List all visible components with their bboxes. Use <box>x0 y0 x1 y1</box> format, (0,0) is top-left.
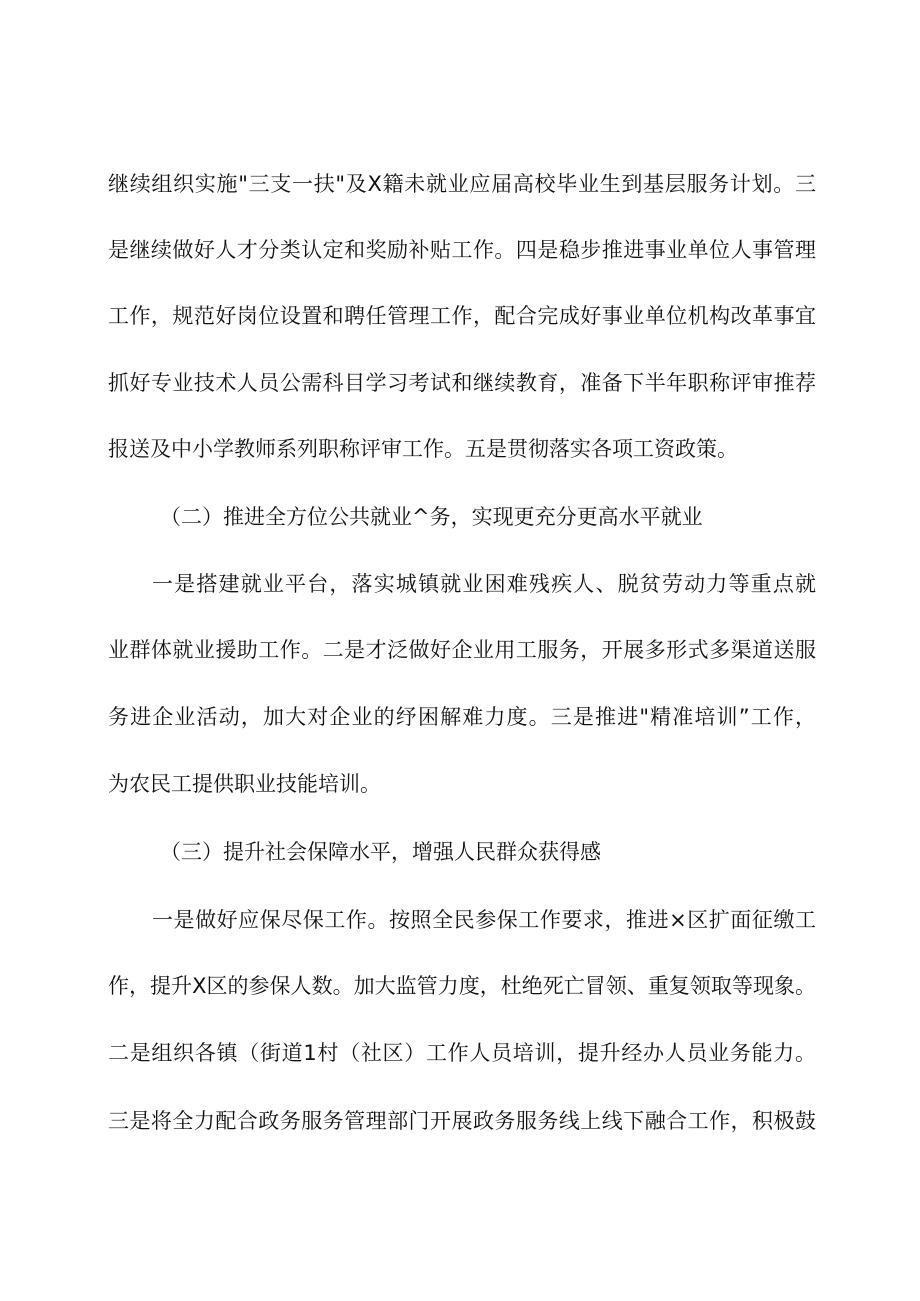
paragraph-line-7: 业群体就业援助工作。二是才泛做好企业用工服务，开展多形式多渠道送服 <box>108 638 816 662</box>
paragraph-line-10: 一是做好应保尽保工作。按照全民参保工作要求，推进×区扩面征缴工 <box>152 908 816 932</box>
paragraph-line-12: 二是组织各镇（街道1村（社区）工作人员培训，提升经办人员业务能力。 <box>108 1041 816 1065</box>
paragraph-line-6: 一是搭建就业平台，落实城镇就业困难残疾人、脱贫劳动力等重点就 <box>152 572 816 596</box>
paragraph-line-1: 继续组织实施"三支一扶"及X籍未就业应届高校毕业生到基层服务计划。三 <box>108 172 816 196</box>
section-heading-2: （二）推进全方位公共就业^务，实现更充分更高水平就业 <box>160 505 703 529</box>
paragraph-line-4: 抓好专业技术人员公需科目学习考试和继续教育，准备下半年职称评审推荐 <box>108 371 816 395</box>
section-heading-3: （三）提升社会保障水平，增强人民群众获得感 <box>160 840 601 864</box>
paragraph-line-2: 是继续做好人才分类认定和奖励补贴工作。四是稳步推进事业单位人事管理 <box>108 238 816 262</box>
paragraph-line-5: 报送及中小学教师系列职称评审工作。五是贯彻落实各项工资政策。 <box>108 437 738 461</box>
paragraph-line-3: 工作，规范好岗位设置和聘任管理工作，配合完成好事业单位机构改革事宜 <box>108 304 816 328</box>
paragraph-line-8: 务进企业活动，加大对企业的纾困解难力度。三是推进"精准培训”工作， <box>108 705 816 729</box>
paragraph-line-11: 作，提升X区的参保人数。加大监管力度，杜绝死亡冒领、重复领取等现象。 <box>108 974 816 998</box>
paragraph-line-13: 三是将全力配合政务服务管理部门开展政务服务线上线下融合工作，积极鼓 <box>108 1109 816 1133</box>
paragraph-line-9: 为农民工提供职业技能培训。 <box>108 772 381 796</box>
